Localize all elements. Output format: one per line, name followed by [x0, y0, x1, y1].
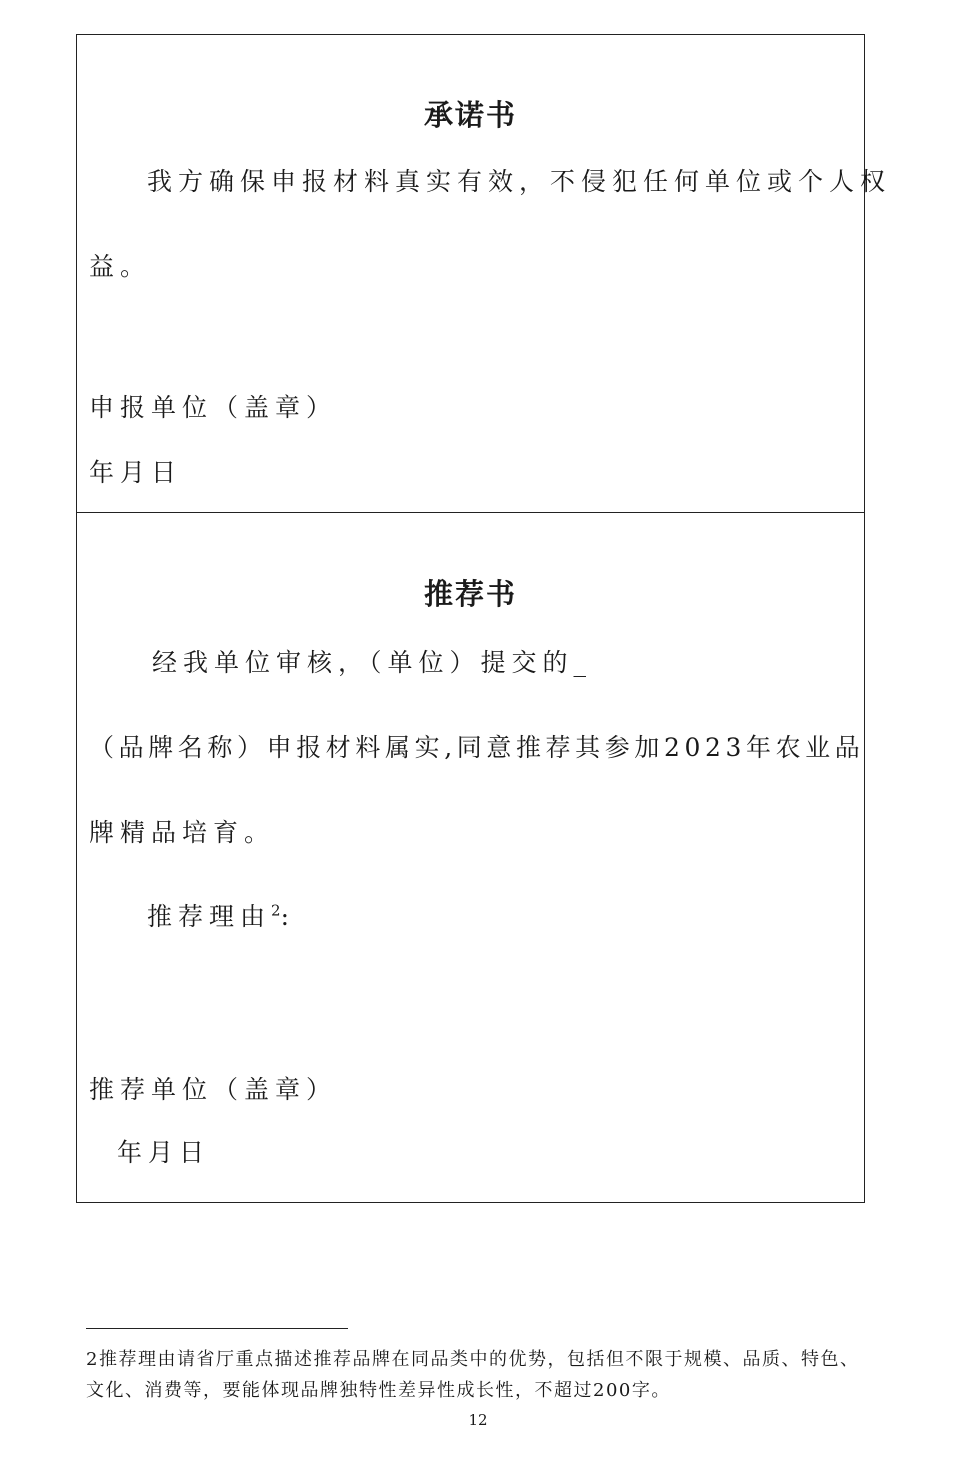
recommendation-date-label: 年月日	[117, 1138, 211, 1167]
footnote-separator	[86, 1328, 348, 1329]
footnote-ref: 2	[271, 901, 281, 920]
recommendation-signature-label: 推荐单位（盖章）	[89, 1075, 338, 1104]
recommendation-text-line-1: 经我单位审核，（单位）提交的_	[152, 648, 593, 677]
reason-label: 推荐理由	[147, 902, 272, 931]
section-divider	[77, 512, 864, 513]
pledge-text-line-1: 我方确保申报材料真实有效，不侵犯任何单位或个人权	[147, 167, 892, 196]
footnote-line-2: 文化、消费等，要能体现品牌独特性差异性成长性，不超过200字。	[86, 1380, 671, 1401]
recommendation-text-line-2: （品牌名称）申报材料属实,同意推荐其参加2023年农业品	[89, 733, 865, 762]
form-table	[76, 34, 892, 1203]
reason-colon: :	[280, 902, 295, 931]
page-number: 12	[468, 1411, 488, 1429]
footnote-line-1: 2推荐理由请省厅重点描述推荐品牌在同品类中的优势，包括但不限于规模、品质、特色、	[86, 1349, 860, 1370]
recommendation-title: 推荐书	[423, 577, 517, 611]
pledge-signature-label: 申报单位（盖章）	[89, 393, 338, 422]
recommendation-text-line-3: 牌精品培育。	[89, 818, 276, 847]
pledge-date-label: 年月日	[89, 458, 183, 487]
pledge-text-line-2: 益。	[89, 252, 152, 281]
pledge-title: 承诺书	[423, 98, 517, 132]
recommendation-reason	[147, 897, 295, 933]
